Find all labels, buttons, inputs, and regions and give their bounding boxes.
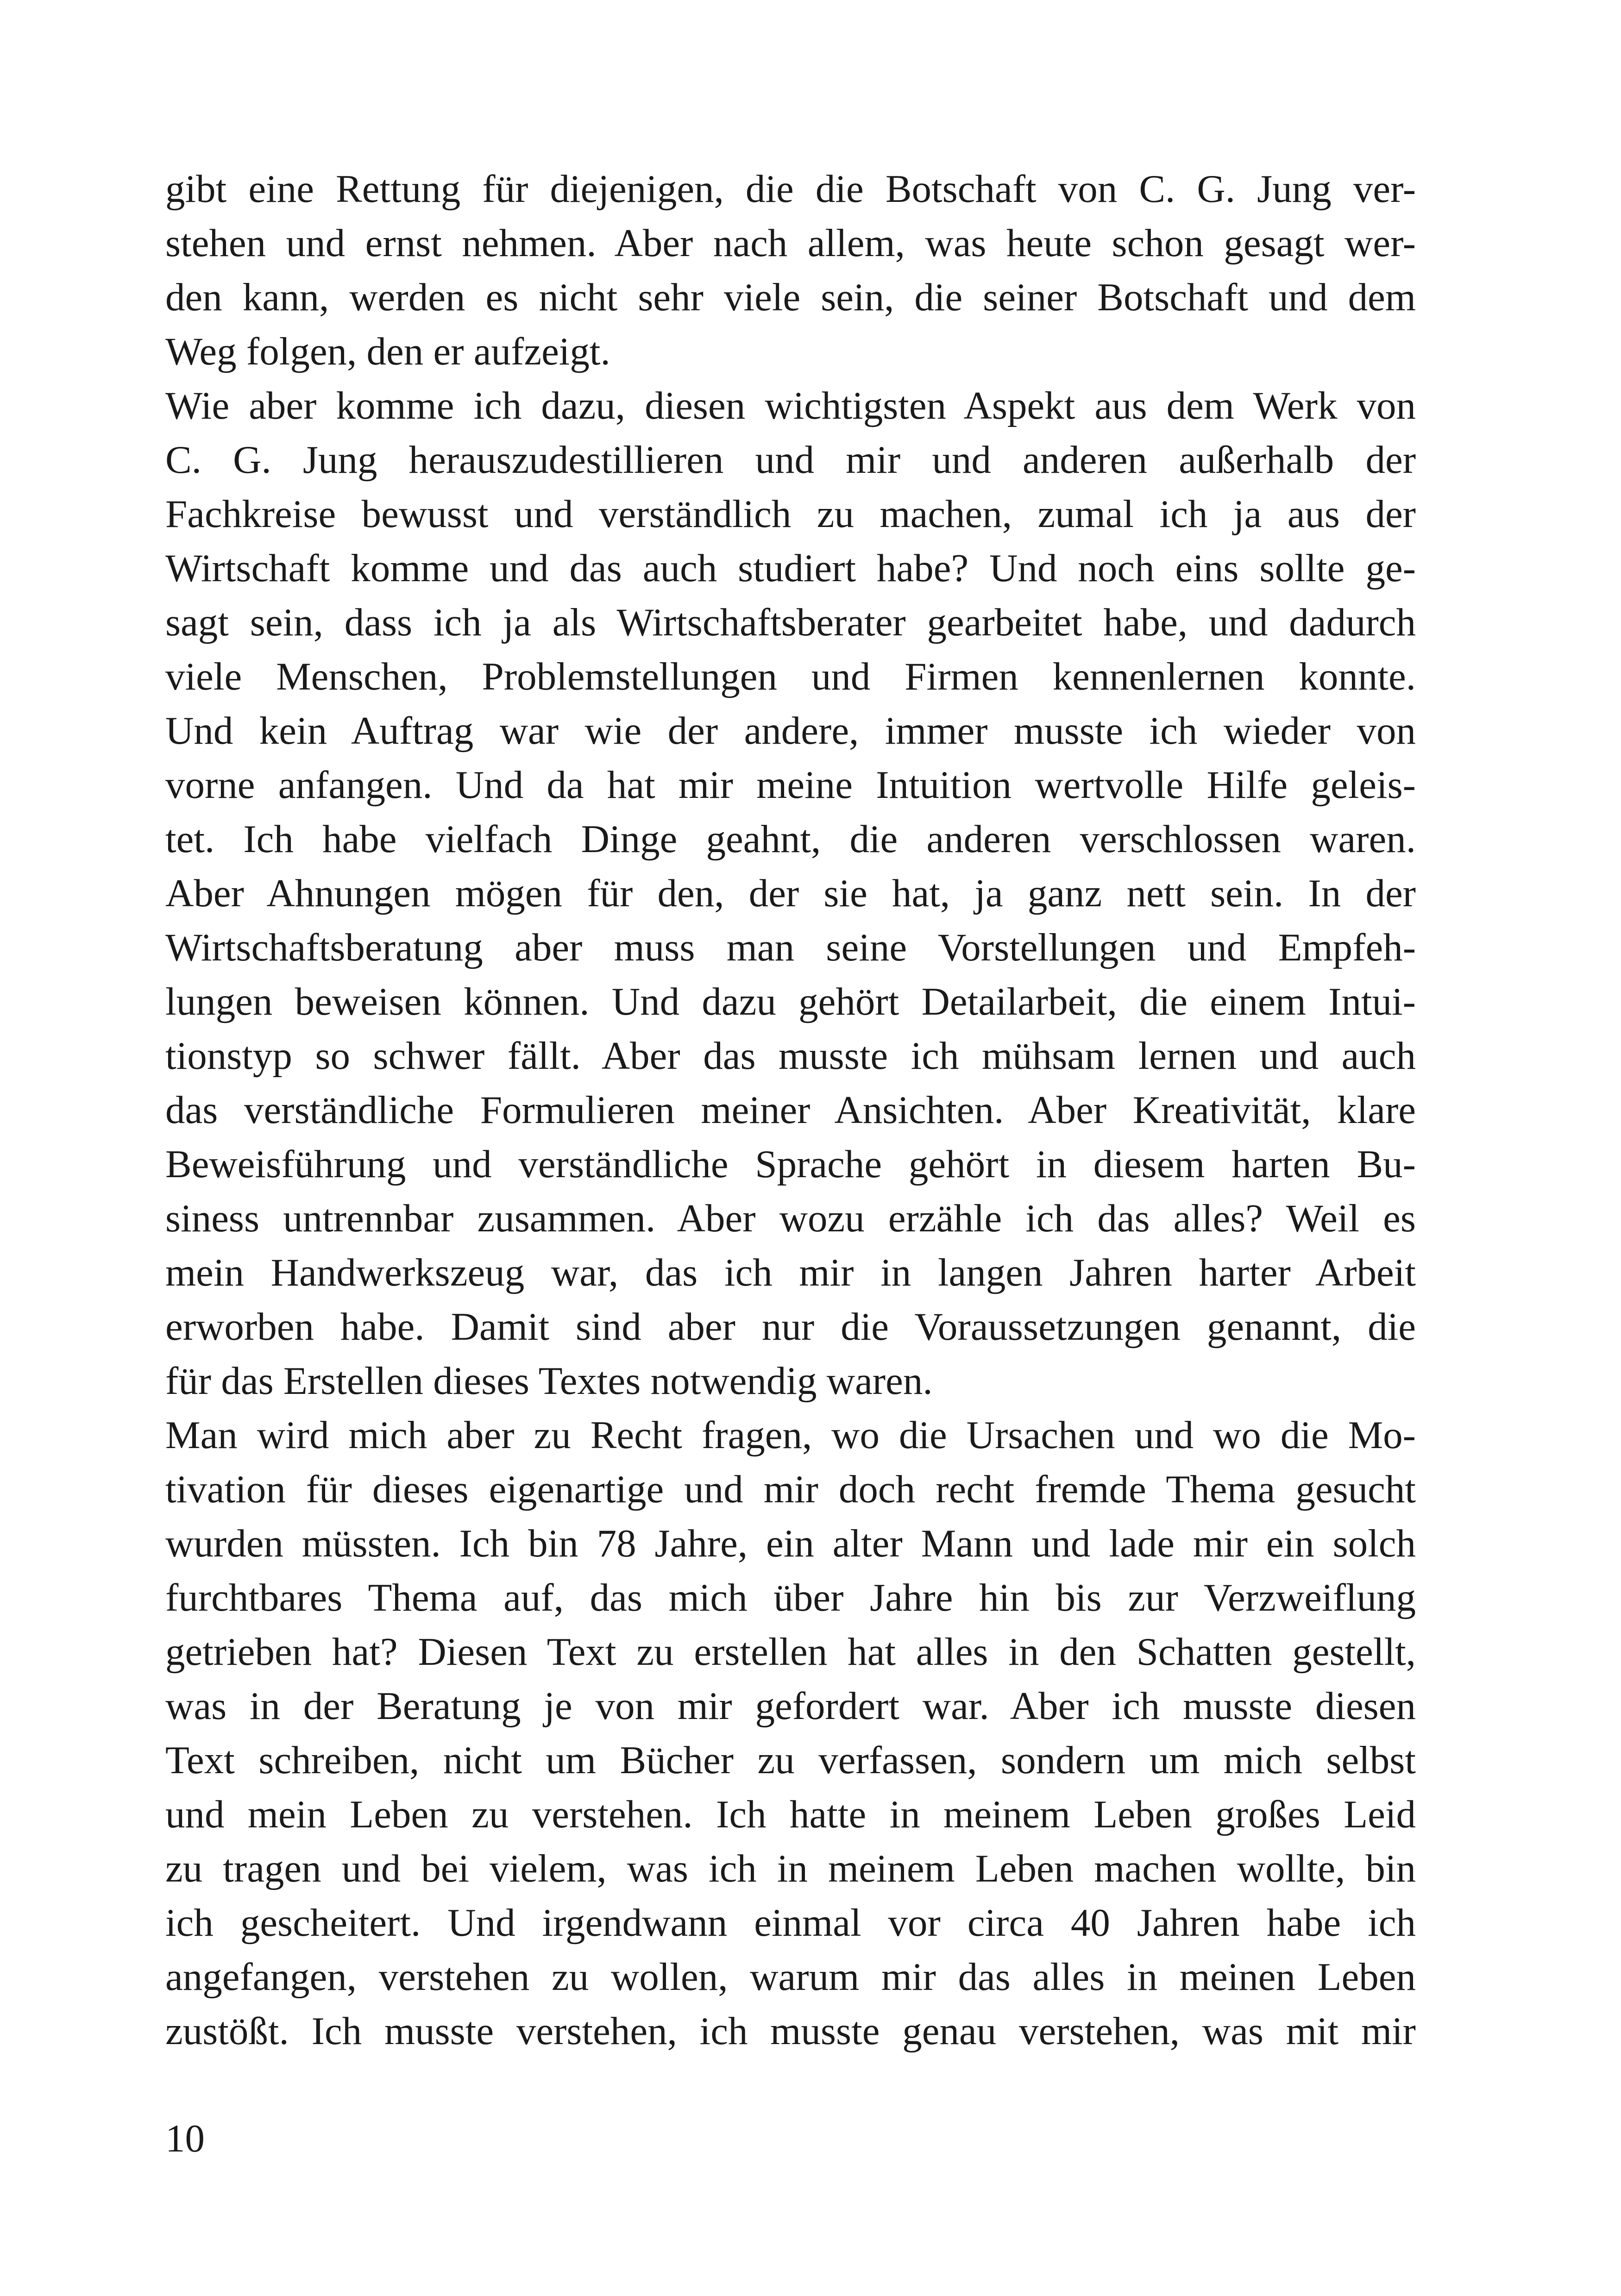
text-line: Man wird mich aber zu Recht fragen, wo die Ursachen und wo die Mo- xyxy=(165,1413,1416,1457)
text-line: was in der Beratung je von mir gefordert war. Aber ich musste diesen xyxy=(165,1684,1416,1728)
text-line: tionstyp so schwer fällt. Aber das musste ich mühsam lernen und auch xyxy=(165,1034,1416,1078)
text-line: ich gescheitert. Und irgendwann einmal vor circa 40 Jahren habe ich xyxy=(165,1901,1416,1945)
text-line: stehen und ernst nehmen. Aber nach allem, was heute schon gesagt wer- xyxy=(165,221,1416,265)
text-line: wurden müssten. Ich bin 78 Jahre, ein alter Mann und lade mir ein solch xyxy=(165,1522,1416,1565)
text-line: Wirtschaftsberatung aber muss man seine Vorstellungen und Empfeh- xyxy=(165,926,1416,969)
text-line: getrieben hat? Diesen Text zu erstellen hat alles in den Schatten gestellt, xyxy=(165,1630,1416,1674)
text-line: tet. Ich habe vielfach Dinge geahnt, die anderen verschlossen waren. xyxy=(165,817,1416,861)
text-line: und mein Leben zu verstehen. Ich hatte in meinem Leben großes Leid xyxy=(165,1793,1416,1836)
text-line: Wie aber komme ich dazu, diesen wichtigsten Aspekt aus dem Werk von xyxy=(165,384,1416,427)
text-line: Beweisführung und verständliche Sprache gehört in diesem harten Bu- xyxy=(165,1142,1416,1186)
text-line: für das Erstellen dieses Textes notwendig waren. xyxy=(165,1359,933,1403)
text-line: angefangen, verstehen zu wollen, warum mir das alles in meinen Leben xyxy=(165,1955,1416,1999)
text-line: zustößt. Ich musste verstehen, ich musste genau verstehen, was mit mir xyxy=(165,2009,1416,2053)
page-number: 10 xyxy=(165,2117,205,2160)
text-line: Weg folgen, den er aufzeigt. xyxy=(165,330,610,373)
text-line: siness untrennbar zusammen. Aber wozu erzähle ich das alles? Weil es xyxy=(165,1197,1416,1240)
text-line: Aber Ahnungen mögen für den, der sie hat, ja ganz nett sein. In der xyxy=(165,872,1416,915)
text-line: erworben habe. Damit sind aber nur die Voraussetzungen genannt, die xyxy=(165,1305,1416,1349)
text-line: Fachkreise bewusst und verständlich zu machen, zumal ich ja aus der xyxy=(165,492,1416,536)
body-text xyxy=(165,162,1416,2058)
text-line: zu tragen und bei vielem, was ich in meinem Leben machen wollte, bin xyxy=(165,1847,1416,1890)
text-line: C. G. Jung herauszudestillieren und mir und anderen außerhalb der xyxy=(165,438,1416,482)
text-line: Wirtschaft komme und das auch studiert habe? Und noch eins sollte ge- xyxy=(165,546,1416,590)
text-line: viele Menschen, Problemstellungen und Firmen kennenlernen konnte. xyxy=(165,655,1416,698)
text-line: Text schreiben, nicht um Bücher zu verfassen, sondern um mich selbst xyxy=(165,1738,1416,1782)
text-line: lungen beweisen können. Und dazu gehört Detailarbeit, die einem Intui- xyxy=(165,980,1416,1023)
text-line: vorne anfangen. Und da hat mir meine Intuition wertvolle Hilfe geleis- xyxy=(165,763,1416,807)
text-line: mein Handwerkszeug war, das ich mir in langen Jahren harter Arbeit xyxy=(165,1251,1416,1294)
text-line: sagt sein, dass ich ja als Wirtschaftsberater gearbeitet habe, und dadurch xyxy=(165,601,1416,644)
text-line: das verständliche Formulieren meiner Ansichten. Aber Kreativität, klare xyxy=(165,1088,1416,1132)
text-line: gibt eine Rettung für diejenigen, die die Botschaft von C. G. Jung ver- xyxy=(165,167,1416,211)
text-line: tivation für dieses eigenartige und mir doch recht fremde Thema gesucht xyxy=(165,1468,1416,1511)
text-line: den kann, werden es nicht sehr viele sein, die seiner Botschaft und dem xyxy=(165,276,1416,319)
text-line: Und kein Auftrag war wie der andere, immer musste ich wieder von xyxy=(165,709,1416,753)
text-line: furchtbares Thema auf, das mich über Jahre hin bis zur Verzweiflung xyxy=(165,1576,1416,1619)
